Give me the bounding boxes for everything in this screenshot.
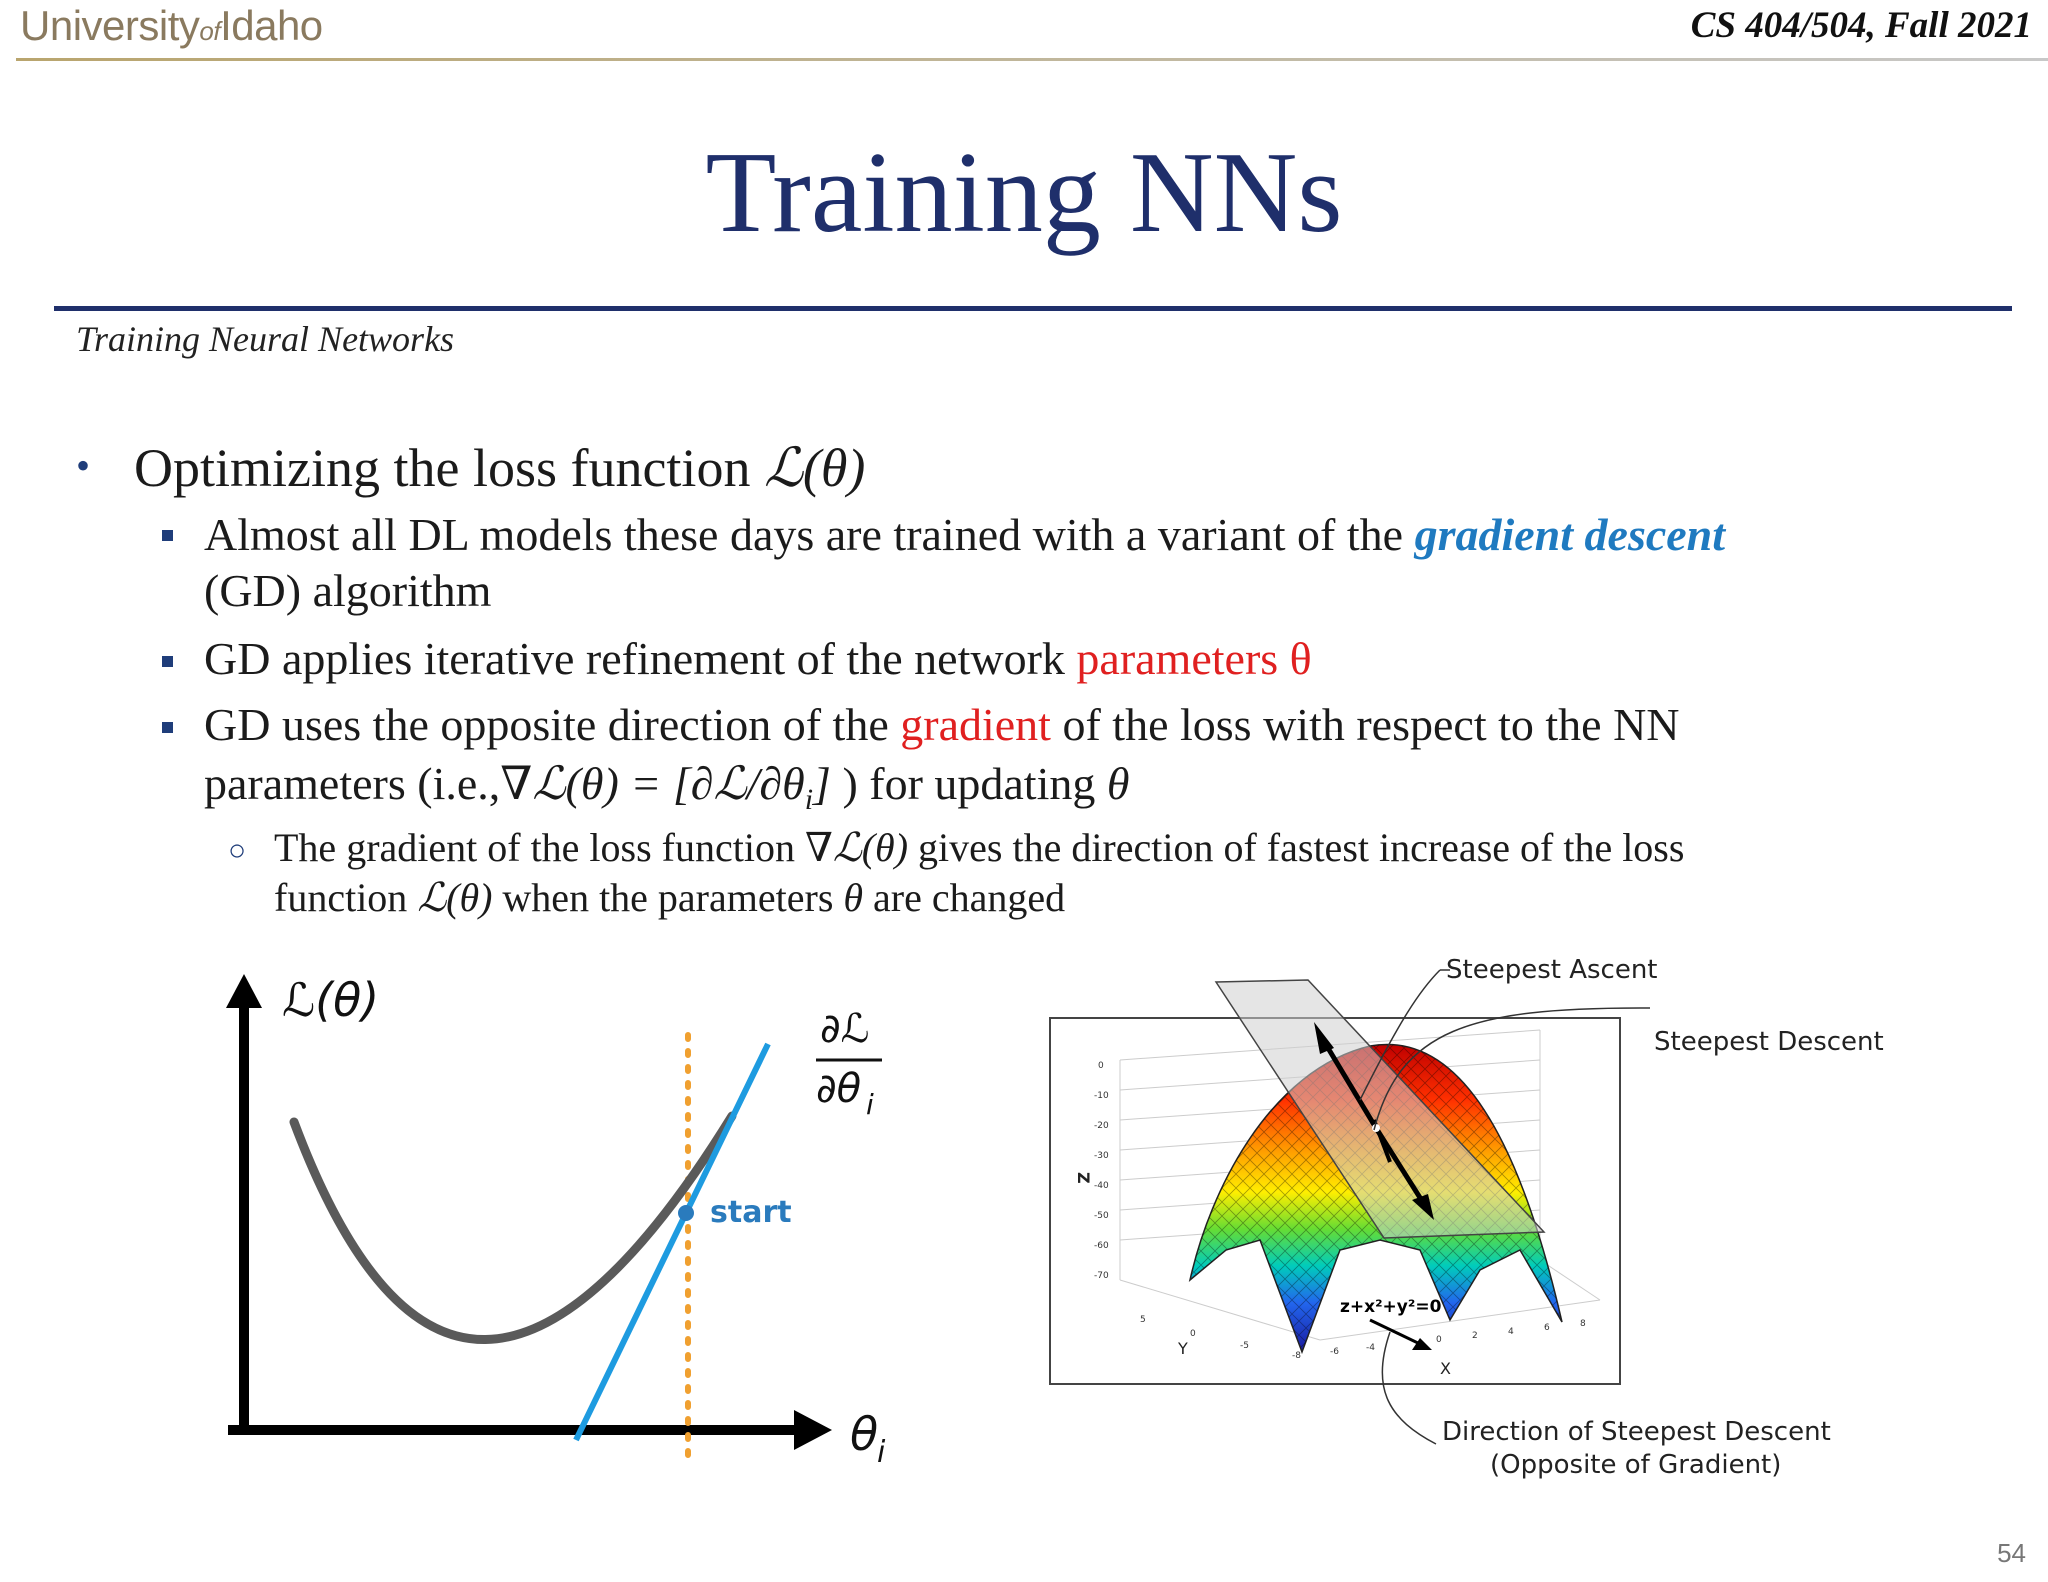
y-axis-label: ℒ(θ) [282, 973, 380, 1027]
tangent-line [576, 1044, 768, 1440]
text: when the parameters [492, 875, 844, 920]
x-axis-label: X [1440, 1359, 1451, 1378]
subbullet-iterative [204, 632, 1312, 685]
z-axis-label: Z [1074, 1172, 1093, 1184]
theta-math: θ [843, 875, 864, 920]
loss-math: ℒ(θ) [763, 438, 866, 498]
course-label: CS 404/504, Fall 2021 [1690, 5, 2032, 46]
subbullet-text: Almost all DL models these days are trained with a variant of the [204, 509, 1415, 560]
svg-text:-50: -50 [1094, 1211, 1109, 1221]
subbullet-text: GD applies iterative refinement of the network [204, 633, 1077, 684]
circle-bullet-icon: ○ [228, 834, 247, 867]
paraboloid-figure [1040, 950, 2030, 1490]
slide-subtitle: Training Neural Networks [76, 319, 455, 359]
bullet-optimizing [134, 436, 865, 499]
gradient-math: ∇ℒ(θ) [804, 825, 909, 870]
x-axis-label: θ [850, 1407, 879, 1461]
bullet-dot-icon: • [76, 443, 91, 488]
header-divider [16, 58, 2048, 61]
svg-text:-5: -5 [1240, 1341, 1249, 1351]
subsubbullet-gradient-meaning [274, 824, 2034, 871]
x-axis-arrow-icon [794, 1410, 832, 1450]
svg-text:-4: -4 [1366, 1343, 1375, 1353]
subbullet-gd-variant-cont: (GD) algorithm [204, 565, 492, 616]
svg-text:8: 8 [1580, 1319, 1586, 1329]
loss-curve [294, 1116, 732, 1340]
svg-text:6: 6 [1544, 1323, 1550, 1333]
subbullet-opposite-direction [204, 698, 2004, 751]
subsubbullet-gradient-meaning-cont [274, 874, 1065, 921]
theta-math: θ [1106, 758, 1130, 809]
page-number: 54 [1997, 1538, 2026, 1568]
subbullet-gd-variant [204, 508, 2004, 561]
start-label: start [710, 1195, 792, 1230]
square-bullet-icon [162, 722, 173, 733]
logo-of: of [199, 16, 221, 46]
svg-text:5: 5 [1140, 1315, 1146, 1325]
bullet-text: Optimizing the loss function [134, 438, 764, 498]
derivative-numerator: ∂ℒ [820, 1006, 870, 1052]
university-logo [20, 2, 323, 50]
text: gives the direction of fastest increase of the loss [908, 825, 1685, 870]
text: are changed [863, 875, 1066, 920]
parameters-term: parameters θ [1076, 633, 1312, 684]
steepest-descent-label: Steepest Descent [1654, 1027, 1884, 1057]
y-axis-label: Y [1178, 1339, 1188, 1358]
svg-text:-30: -30 [1094, 1151, 1109, 1161]
text: function [274, 875, 418, 920]
surface-equation: z+x²+y²=0 [1340, 1297, 1442, 1317]
loss-curve-figure [220, 960, 940, 1480]
gradient-math-sub: i [804, 783, 814, 817]
svg-text:-20: -20 [1094, 1121, 1109, 1131]
y-axis-arrow-icon [226, 974, 262, 1008]
logo-idaho: Idaho [220, 2, 323, 49]
direction-label-line1: Direction of Steepest Descent [1442, 1417, 1831, 1447]
square-bullet-icon [162, 530, 173, 541]
subbullet-opposite-direction-cont [204, 756, 1129, 817]
svg-text:4: 4 [1508, 1327, 1514, 1337]
start-point [678, 1205, 694, 1221]
subbullet-text: parameters (i.e., [204, 758, 501, 809]
gradient-math-end: ] [813, 758, 831, 809]
svg-text:-40: -40 [1094, 1181, 1109, 1191]
text: The gradient of the loss function [274, 825, 805, 870]
svg-text:0: 0 [1436, 1335, 1442, 1345]
svg-text:-8: -8 [1292, 1351, 1301, 1361]
subbullet-text: GD uses the opposite direction of the [204, 699, 901, 750]
svg-text:-6: -6 [1330, 1347, 1339, 1357]
direction-label-line2: (Opposite of Gradient) [1490, 1450, 1782, 1480]
square-bullet-icon [162, 656, 173, 667]
derivative-denominator: ∂θ [816, 1066, 862, 1112]
logo-university: University [20, 2, 200, 49]
svg-text:0: 0 [1098, 1061, 1104, 1071]
svg-text:-70: -70 [1094, 1271, 1109, 1281]
title-divider [54, 306, 2012, 311]
x-axis-label-sub: i [877, 1435, 886, 1470]
loss-math: ℒ(θ) [417, 875, 493, 920]
svg-text:-10: -10 [1094, 1091, 1109, 1101]
derivative-denominator-sub: i [866, 1088, 874, 1121]
svg-text:-60: -60 [1094, 1241, 1109, 1251]
gradient-math: ∇ℒ(θ) = [∂ℒ/∂θ [500, 758, 805, 809]
svg-text:0: 0 [1190, 1329, 1196, 1339]
gradient-descent-term: gradient descent [1414, 509, 1726, 560]
steepest-ascent-label: Steepest Ascent [1446, 955, 1658, 985]
svg-text:2: 2 [1472, 1331, 1478, 1341]
subbullet-text: ) for updating [830, 758, 1107, 809]
subbullet-text-cont: of the loss with respect to the NN [1050, 699, 1680, 750]
slide-title: Training NNs [705, 129, 1343, 257]
gradient-term: gradient [900, 699, 1051, 750]
